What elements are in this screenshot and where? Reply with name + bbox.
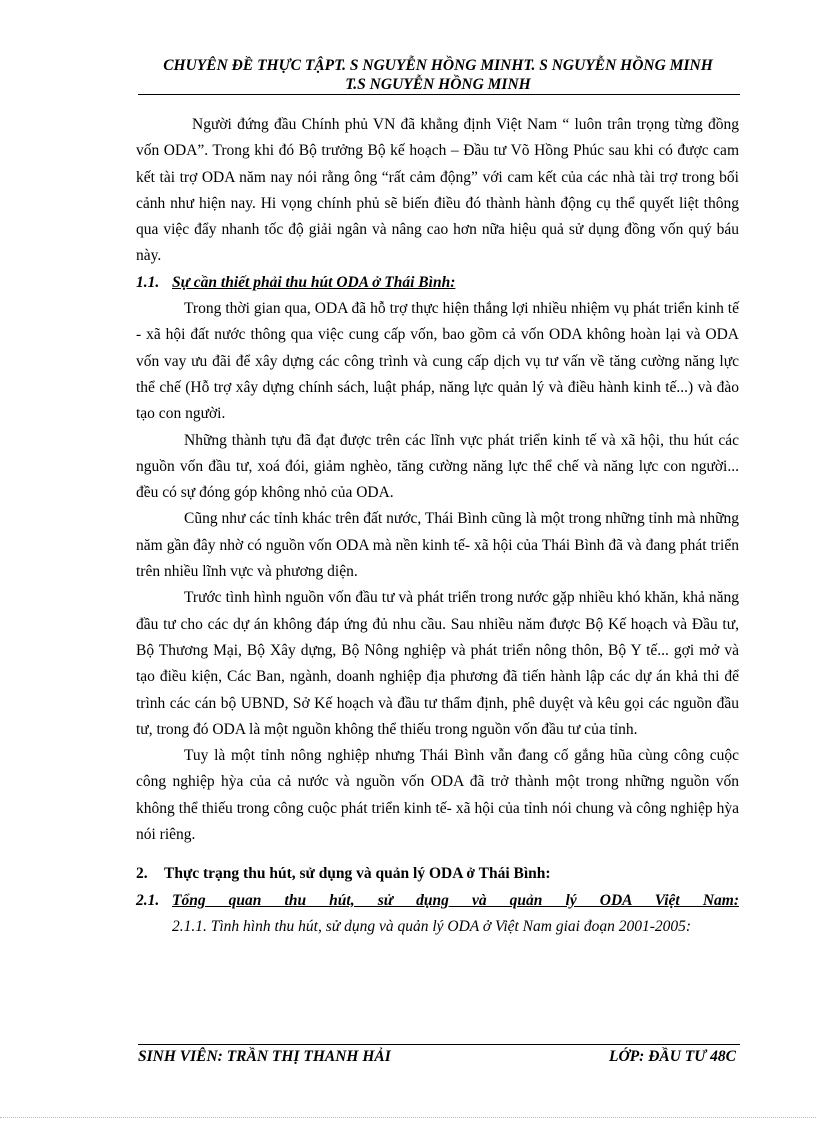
section-heading-2 (136, 861, 739, 887)
intro-paragraph: Người đứng đầu Chính phủ VN đã khẳng định Việt Nam “ luôn trân trọng từng đồng vốn ODA”. Trong khi đó Bộ trưởng Bộ kế hoạch – Đầu tư Võ Hồng Phúc sau khi có được cam kết tài trợ ODA năm nay nói rằng ông “rất cảm động” với cam kết của các nhà tài trợ trong bối cảnh như hiện nay. Hi vọng chính phủ sẽ biến điều đó thành hành động cụ thể quyết liệt thông qua việc đẩy nhanh tốc độ giải ngân và nâng cao hơn nữa hiệu quả sử dụng đồng vốn quý báu này. (136, 116, 739, 265)
footer-student: SINH VIÊN: TRẦN THỊ THANH HẢI (138, 1048, 391, 1065)
section-title: Thực trạng thu hút, sử dụng và quản lý ODA ở Thái Bình: (164, 865, 551, 883)
section-title: Sự cần thiết phải thu hút ODA ở Thái Bình: (172, 273, 456, 291)
body-paragraph: Những thành tựu đã đạt được trên các lĩnh vực phát triển kinh tế và xã hội, thu hút các nguồn vốn đầu tư, xoá đói, giảm nghèo, tăng cường năng lực thể chế và năng lực con người... đều có sự đóng góp không nhỏ của ODA. (136, 431, 739, 502)
header-line-2: T.S NGUYỄN HỒNG MINH (345, 76, 531, 93)
section-number: 1.1. (136, 273, 160, 291)
body-paragraph: Trong thời gian qua, ODA đã hỗ trợ thực hiện thắng lợi nhiều nhiệm vụ phát triển kinh tế - xã hội đất nước thông qua việc cung cấp vốn, bao gồm cả vốn ODA không hoàn lại và ODA vốn vay ưu đãi để xây dựng các công trình và cung cấp dịch vụ tư vấn về tăng cường năng lực thể chế (Hỗ trợ xây dựng chính sách, luật pháp, năng lực quản lý và điều hành kinh tế...) và đào tạo con người. (136, 300, 739, 423)
body-paragraph: Trước tình hình nguồn vốn đầu tư và phát triển trong nước gặp nhiều khó khăn, khả năng đầu tư cho các dự án không đáp ứng đủ nhu cầu. Sau nhiều năm được Bộ Kế hoạch và Đầu tư, Bộ Thương Mại, Bộ Xây dựng, Bộ Nông nghiệp và phát triển nông thôn, Bộ Y tế... gợi mở và tạo điều kiện, Các Ban, ngành, doanh nghiệp địa phương đã tiến hành lập các dự án khả thi để trình các cán bộ UBND, Sở Kế hoạch và đầu tư thẩm định, phê duyệt và kêu gọi các nguồn đầu tư, trong đó ODA là một nguồn không thể thiếu trong nguồn vốn đầu tư của tỉnh. (136, 589, 739, 738)
section-title: Tổng quan thu hút, sử dụng và quản lý ODA Việt Nam: (172, 891, 739, 909)
header-line-1: CHUYÊN ĐỀ THỰC TẬPT. S NGUYỄN HỒNG MINHT. S NGUYỄN HỒNG MINH (163, 57, 713, 74)
page-boundary (0, 1117, 816, 1118)
subsection-heading-2-1-1: 2.1.1. Tình hình thu hút, sử dụng và quản lý ODA ở Việt Nam giai đoạn 2001-2005: (172, 917, 692, 935)
body-paragraph: Tuy là một tỉnh nông nghiệp nhưng Thái Bình vẫn đang cố gắng hũa cùng công cuộc công nghiệp hỳa của cả nước và nguồn vốn ODA đã trở thành một trong những nguồn vốn không thể thiếu trong công cuộc phát triển kinh tế- xã hội của tỉnh nói chung và công nghiệp hỳa nói riêng. (136, 747, 739, 844)
body-paragraph: Cũng như các tỉnh khác trên đất nước, Thái Bình cũng là một trong những tỉnh mà những năm gần đây nhờ có nguồn vốn ODA mà nền kinh tế- xã hội của Thái Bình đã và đang phát triển trên nhiều lĩnh vực và phương diện. (136, 510, 739, 581)
header-divider (138, 94, 740, 95)
section-heading-1-1 (136, 270, 739, 296)
page-header (138, 56, 738, 94)
section-number: 2. (136, 865, 148, 883)
footer-divider (138, 1044, 740, 1045)
section-heading-2-1 (136, 888, 739, 914)
document-body (136, 112, 739, 940)
footer-class: LỚP: ĐẦU TƯ 48C (609, 1048, 736, 1065)
section-number: 2.1. (136, 891, 160, 909)
